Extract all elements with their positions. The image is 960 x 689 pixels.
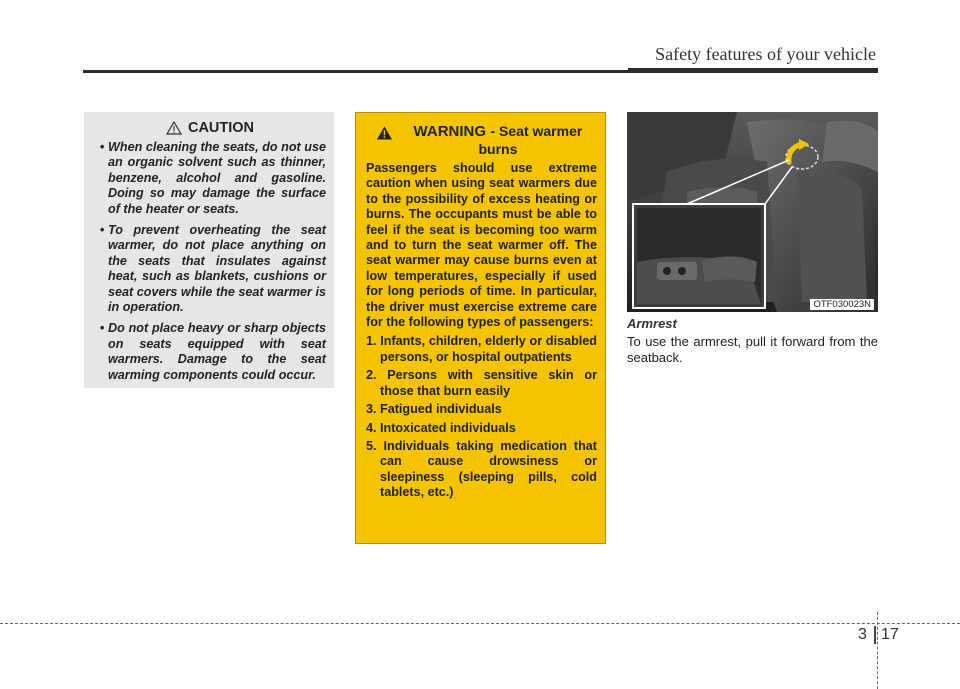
warning-list bbox=[366, 334, 597, 500]
warning-body: Passengers should use extreme caution when using seat warmers due to the possibility of excess heating or burns. The occupants must be able to feel if the seat is becoming too warm and to turn the seat warmer off. The seat warmer may cause burns even at low temperatures, especially if used for long periods of time. In particular, the driver must exercise extreme care for the following types of passengers: bbox=[366, 161, 597, 330]
page-number-separator bbox=[874, 626, 876, 644]
armrest-heading: Armrest bbox=[627, 316, 677, 331]
warning-triangle-icon bbox=[376, 125, 393, 141]
caution-list bbox=[94, 140, 326, 383]
rear-seat-illustration bbox=[627, 112, 878, 312]
warning-header bbox=[376, 123, 597, 159]
caution-box bbox=[84, 112, 334, 388]
footer-rule bbox=[0, 623, 960, 624]
chapter-number: 3 bbox=[858, 626, 867, 643]
caution-item: • To prevent overheating the seat warmer, do not place anything on the seats that insulates against heat, such as blankets, cushions or seat covers while the seat warmer is in operation. bbox=[94, 223, 326, 315]
caution-title: CAUTION bbox=[187, 120, 255, 136]
caution-item: • When cleaning the seats, do not use an organic solvent such as thinner, benzene, alcohol and gasoline. Doing so may damage the surface of the heater or seats. bbox=[94, 140, 326, 217]
warning-list-item: 2. Persons with sensitive skin or those that burn easily bbox=[366, 368, 597, 398]
caution-item: • Do not place heavy or sharp objects on seats equipped with seat warmers. Damage to the seat warming components could occur. bbox=[94, 321, 326, 383]
warning-title-group bbox=[399, 123, 597, 159]
warning-list-item: 3. Fatigued individuals bbox=[366, 402, 502, 417]
armrest-photo bbox=[627, 112, 878, 312]
figure-code: OTF030023N bbox=[810, 299, 874, 310]
warning-list-item: 5. Individuals taking medication that can cause drowsiness or sleepiness (sleeping pills, cold tablets, etc.) bbox=[366, 438, 597, 500]
warning-list-item: 1. Infants, children, elderly or disabled persons, or hospital outpatients bbox=[366, 334, 597, 364]
caution-triangle-icon bbox=[166, 121, 182, 135]
warning-box bbox=[355, 112, 606, 544]
warning-list-item: 4. Intoxicated individuals bbox=[366, 420, 516, 435]
armrest-body: To use the armrest, pull it forward from the seatback. bbox=[627, 334, 878, 365]
footer-divider bbox=[877, 612, 878, 689]
page-header-title: Safety features of your vehicle bbox=[655, 44, 876, 64]
page-number: 17 bbox=[881, 626, 899, 643]
warning-title: WARNING bbox=[413, 123, 487, 140]
warning-subtitle: - Seat warmer burns bbox=[478, 123, 583, 157]
header-rule-accent bbox=[628, 68, 878, 73]
caution-header bbox=[94, 120, 326, 136]
